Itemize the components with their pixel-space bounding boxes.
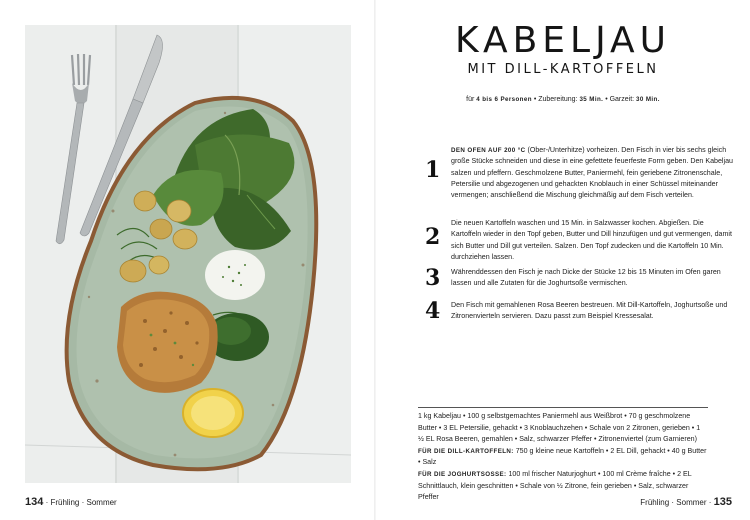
step-number: 2	[425, 224, 441, 250]
step-number: 4	[425, 298, 441, 324]
sauce-ingredients: 100 ml frischer Naturjoghurt • 100 ml Crème fraîche • 2 EL Schnittlauch, klein geschnitten • Schale von ½ Zitrone, fein gerieben • Salz, schwarzer Pfeffer	[418, 469, 692, 502]
servings-amount: 4 bis 6 Personen	[476, 96, 532, 103]
ingredients-list	[418, 407, 708, 504]
servings-prefix: für	[466, 96, 477, 103]
recipe-meta	[388, 96, 738, 103]
step-text	[451, 145, 735, 201]
page-number-left: 134	[25, 496, 44, 508]
step-body: (Ober-/Unterhitze) vorheizen. Den Fisch in vier bis sechs gleich große Stücke schneiden und diese in eine gefettete feuerfeste Form geben. Den Kabeljau salzen und pfeffern. Geschmolzene Butter, Paniermehl, fein geriebene Zitronenschale, Petersilie und abgezogenen und gehackten Knoblauch in einer Schüssel miteinander vermengen; anschließend die Mischung gleichmäßig auf dem Fisch verteilen.	[451, 146, 733, 200]
step-text: Währenddessen den Fisch je nach Dicke der Stücke 12 bis 15 Minuten im Ofen garen lassen und alle Zutaten für die Joghurtsoße vermischen.	[451, 268, 721, 288]
step-number: 3	[425, 265, 441, 291]
step-lead: DEN OFEN AUF 200 °C	[451, 147, 526, 154]
cook-label: • Garzeit:	[603, 96, 637, 103]
dish-photo	[25, 25, 351, 483]
prep-time: 35 Min.	[579, 96, 604, 103]
page-folio-right	[640, 496, 732, 508]
cook-time: 30 Min.	[636, 96, 660, 103]
potatoes-label: FÜR DIE DILL-KARTOFFELN:	[418, 447, 514, 455]
page-number-right: 135	[713, 496, 732, 508]
prep-label: • Zubereitung:	[531, 96, 580, 103]
page-folio-left	[25, 496, 117, 508]
step-text: Die neuen Kartoffeln waschen und 15 Min. in Salzwasser kochen. Abgießen. Die Kartoffeln wieder in den Topf geben, Butter und Dill hinzufügen und gut vermengen, damit sich Butter und Dill gut verteilen. Salzen. Den Topf zudecken und die Kartoffeln 10 Min. durchziehen lassen.	[451, 219, 732, 261]
ingredients-main: 1 kg Kabeljau • 100 g selbstgemachtes Paniermehl aus Weißbrot • 70 g geschmolzene Butter • 3 EL Petersilie, gehackt • 3 Knoblauchzehen • Schale von 2 Zitronen, gerieben • 1 ½ EL Rosa Beeren, gemahlen • Salz, schwarzer Pfeffer • Zitronenviertel (zum Garnieren)	[418, 412, 701, 444]
sauce-label: FÜR DIE JOGHURTSOSSE:	[418, 470, 507, 478]
recipe-subtitle: MIT DILL-KARTOFFELN	[467, 62, 659, 77]
page-section-right: Frühling · Sommer ·	[640, 498, 712, 507]
book-gutter	[374, 0, 376, 520]
step-number: 1	[425, 157, 441, 183]
page-section-left: · Frühling · Sommer	[45, 498, 117, 507]
recipe-title: KABELJAU	[454, 20, 672, 61]
step-text: Den Fisch mit gemahlenen Rosa Beeren bestreuen. Mit Dill-Kartoffeln, Joghurtsoße und Zitronenvierteln servieren. Dazu passt zum Beispiel Kressesalat.	[451, 301, 728, 321]
potatoes-ingredients: 750 g kleine neue Kartoffeln • 2 EL Dill, gehackt • 40 g Butter • Salz	[418, 446, 707, 467]
